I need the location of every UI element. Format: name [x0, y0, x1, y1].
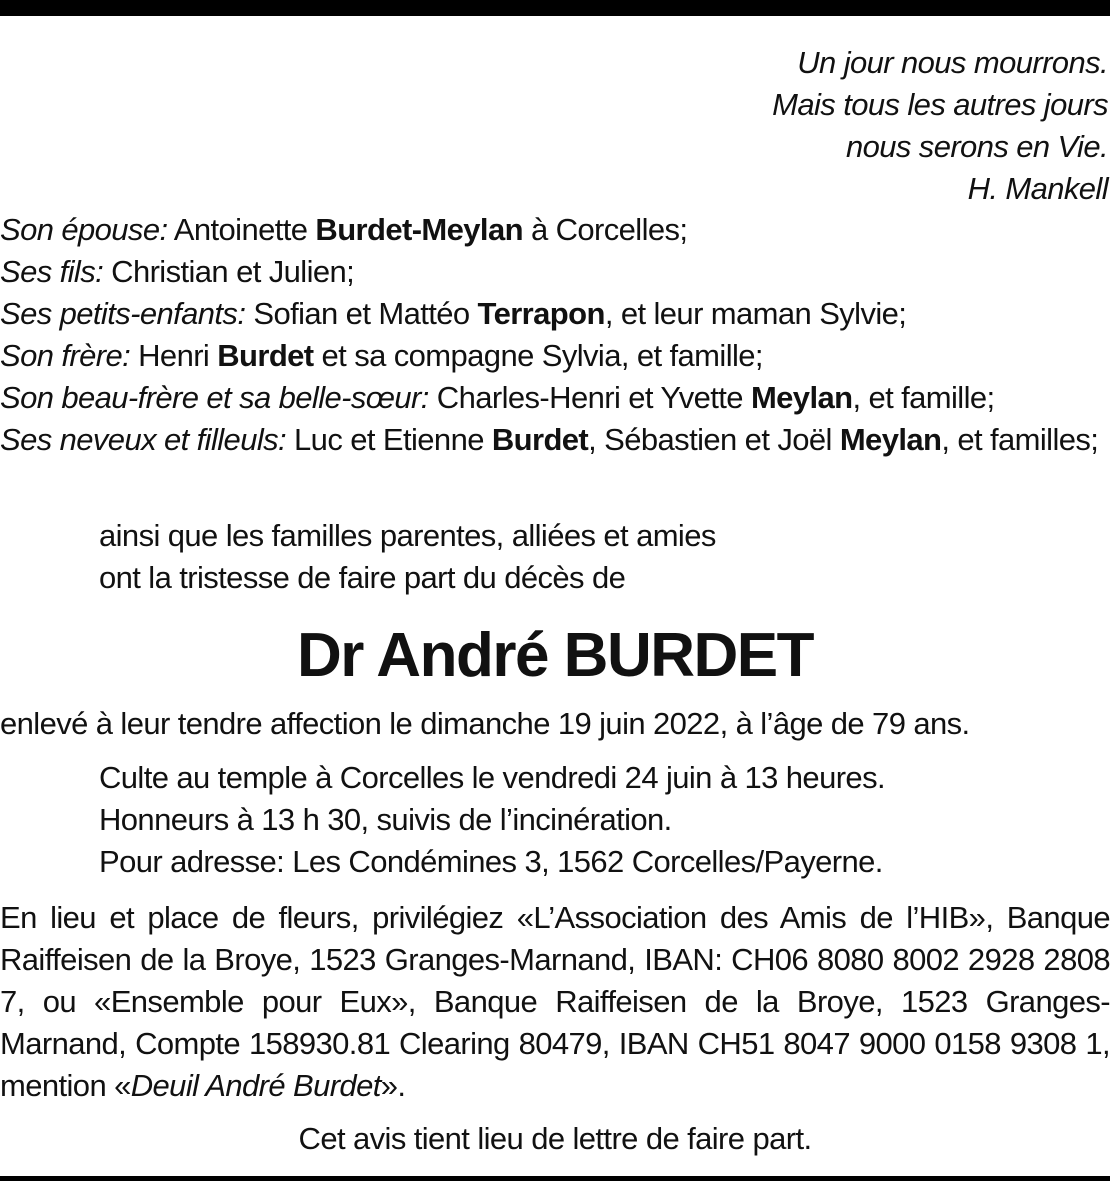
closing-note: Cet avis tient lieu de lettre de faire part. — [298, 1121, 812, 1156]
ceremony-line: Culte au temple à Corcelles le vendredi 24 juin à 13 heures. — [99, 760, 885, 795]
relative-spouse — [0, 209, 1110, 251]
ceremony-line: Honneurs à 13 h 30, suivis de l’incinération. — [99, 802, 672, 837]
intro-line: ainsi que les familles parentes, alliées et amies — [99, 518, 716, 553]
relative-text: et sa compagne Sylvia, et famille; — [313, 338, 763, 373]
relative-surname: Terrapon — [477, 296, 605, 331]
ceremony-line: Pour adresse: Les Condémines 3, 1562 Corcelles/Payerne. — [99, 844, 883, 879]
relative-surname: Burdet — [491, 422, 589, 457]
relative-grandchildren — [0, 293, 1110, 335]
death-date-line: enlevé à leur tendre affection le dimanche 19 juin 2022, à l’âge de 79 ans. — [0, 706, 970, 741]
relative-surname: Meylan — [750, 380, 853, 415]
relative-text: Sofian et Mattéo — [245, 296, 478, 331]
relative-role: Ses neveux et filleuls: — [0, 422, 287, 457]
donation-text: En lieu et place de fleurs, privilégiez «L’Association des Amis de l’HIB», Banque Raiffeisen de la Broye, 1523 Granges-Marnand, IBAN: CH06 8080 8002 2928 2808 7, ou «Ensemble pour Eux», Banque Raiffeisen de la Broye, 1523 Granges-Marnand, Compte 158930.81 Clearing 80479, IBAN CH51 8047 9000 0158 9308 1, mention « — [0, 900, 1110, 1103]
relative-text: , et leur maman Sylvie; — [604, 296, 907, 331]
top-rule — [0, 0, 1110, 16]
relative-role: Son frère: — [0, 338, 131, 373]
epigraph-author: H. Mankell — [967, 171, 1108, 206]
intro-line: ont la tristesse de faire part du décès de — [99, 560, 626, 595]
relative-brother — [0, 335, 1110, 377]
relative-text: , et famille; — [852, 380, 995, 415]
relative-text: Charles-Henri et Yvette — [428, 380, 751, 415]
relative-in-laws — [0, 377, 1110, 419]
relative-text: , et familles; — [941, 422, 1099, 457]
relative-sons — [0, 251, 1110, 293]
relative-role: Son beau-frère et sa belle-sœur: — [0, 380, 429, 415]
epigraph-line: Mais tous les autres jours — [772, 87, 1108, 122]
relative-role: Ses petits-enfants: — [0, 296, 246, 331]
relatives-list — [0, 209, 1110, 461]
relative-text: Luc et Etienne — [286, 422, 492, 457]
relative-surname: Burdet-Meylan — [315, 212, 523, 247]
relative-nephews — [0, 419, 1110, 461]
relative-text: à Corcelles; — [522, 212, 688, 247]
relative-text: Henri — [130, 338, 218, 373]
relative-text: Christian et Julien; — [103, 254, 355, 289]
donation-paragraph — [0, 897, 1110, 1107]
bottom-rule — [0, 1176, 1110, 1181]
relative-surname: Burdet — [217, 338, 314, 373]
epigraph-line: Un jour nous mourrons. — [797, 45, 1108, 80]
epigraph-line: nous serons en Vie. — [845, 129, 1108, 164]
relative-text: Antoinette — [167, 212, 316, 247]
relative-role: Son épouse: — [0, 212, 168, 247]
ceremony-details — [99, 757, 885, 883]
relative-surname: Meylan — [839, 422, 942, 457]
donation-end: ». — [380, 1068, 406, 1103]
relative-role: Ses fils: — [0, 254, 104, 289]
announcement-intro — [99, 515, 716, 599]
deceased-name: Dr André BURDET — [296, 621, 813, 690]
relative-text: , Sébastien et Joël — [588, 422, 840, 457]
donation-mention: Deuil André Burdet — [130, 1068, 381, 1103]
epigraph-quote — [772, 42, 1108, 210]
